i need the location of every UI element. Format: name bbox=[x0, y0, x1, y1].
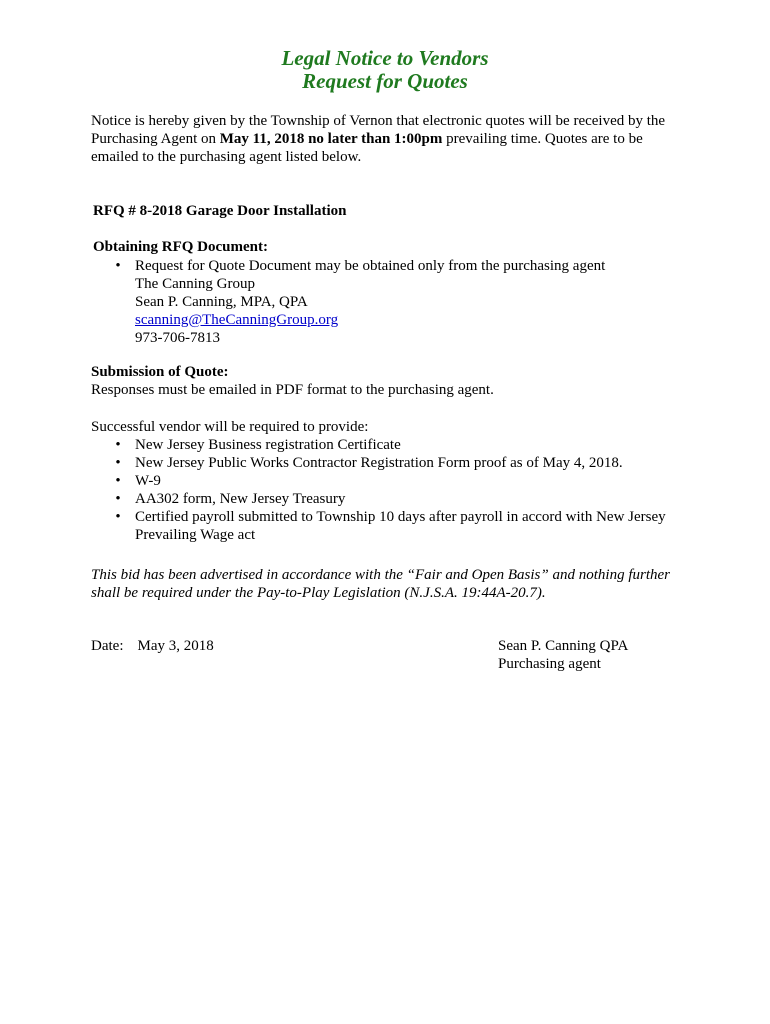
contact-email-row bbox=[135, 311, 692, 329]
intro-line-1: Notice is hereby given by the Township of Vernon that electronic quotes will be received by the bbox=[91, 113, 666, 129]
list-item bbox=[112, 436, 692, 454]
date-line bbox=[91, 637, 291, 655]
requirement-text-cont: Prevailing Wage act bbox=[135, 527, 256, 543]
obtaining-bullet-text: Request for Quote Document may be obtained only from the purchasing agent bbox=[135, 258, 606, 274]
page-subtitle: Request for Quotes bbox=[302, 69, 468, 93]
date-row bbox=[91, 637, 291, 655]
list-item bbox=[112, 490, 692, 508]
bullet-icon: • bbox=[115, 258, 121, 274]
obtaining-heading-text: Obtaining RFQ Document: bbox=[93, 239, 269, 255]
submission-section bbox=[91, 363, 691, 399]
signer-name: Sean P. Canning QPA bbox=[498, 638, 629, 654]
requirement-text: New Jersey Public Works Contractor Registration Form proof as of May 4, 2018. bbox=[135, 455, 623, 471]
deadline-text: May 11, 2018 no later than 1:00pm bbox=[219, 131, 443, 147]
obtaining-heading bbox=[93, 238, 693, 256]
requirements-list bbox=[112, 436, 692, 544]
page-title: Legal Notice to Vendors bbox=[281, 46, 489, 70]
bullet-icon: • bbox=[115, 509, 121, 525]
date-value: May 3, 2018 bbox=[137, 638, 214, 654]
signer-title: Purchasing agent bbox=[498, 656, 601, 672]
intro-line-2-post: prevailing time. Quotes are to be bbox=[442, 131, 643, 147]
date-label: Date: bbox=[91, 638, 124, 654]
requirement-text: AA302 form, New Jersey Treasury bbox=[135, 491, 346, 507]
list-item bbox=[112, 508, 692, 544]
disclaimer-line-2: shall be required under the Pay-to-Play Legislation (N.J.S.A. 19:44A-20.7). bbox=[91, 585, 546, 601]
contact-email-link[interactable]: scanning@TheCanningGroup.org bbox=[135, 312, 339, 328]
intro-line-3: emailed to the purchasing agent listed below. bbox=[91, 149, 362, 165]
requirement-text: New Jersey Business registration Certificate bbox=[135, 437, 401, 453]
rfq-heading-text: RFQ # 8-2018 Garage Door Installation bbox=[93, 203, 347, 219]
bullet-icon: • bbox=[115, 473, 121, 489]
signature-block bbox=[498, 637, 738, 673]
rfq-heading bbox=[93, 202, 693, 220]
bullet-icon: • bbox=[115, 491, 121, 507]
list-item bbox=[112, 257, 692, 347]
submission-text: Responses must be emailed in PDF format to the purchasing agent. bbox=[91, 382, 494, 398]
requirements-intro bbox=[91, 418, 691, 436]
list-item bbox=[112, 454, 692, 472]
submission-heading: Submission of Quote: bbox=[91, 364, 229, 380]
bullet-icon: • bbox=[115, 455, 121, 471]
bullet-icon: • bbox=[115, 437, 121, 453]
intro-line-2 bbox=[91, 130, 691, 148]
intro-paragraph bbox=[91, 112, 691, 166]
requirement-text: Certified payroll submitted to Township 10 days after payroll in accord with New Jersey bbox=[135, 509, 666, 525]
intro-line-2-pre: Purchasing Agent on bbox=[91, 131, 220, 147]
contact-phone: 973-706-7813 bbox=[135, 330, 220, 346]
disclaimer bbox=[91, 566, 691, 602]
contact-name: Sean P. Canning, MPA, QPA bbox=[135, 294, 308, 310]
list-item bbox=[112, 472, 692, 490]
requirements-intro-text: Successful vendor will be required to provide: bbox=[91, 419, 369, 435]
contact-company: The Canning Group bbox=[135, 276, 255, 292]
obtaining-list bbox=[112, 257, 692, 347]
requirement-text: W-9 bbox=[135, 473, 161, 489]
disclaimer-line-1: This bid has been advertised in accordance with the “Fair and Open Basis” and nothing further bbox=[91, 567, 670, 583]
